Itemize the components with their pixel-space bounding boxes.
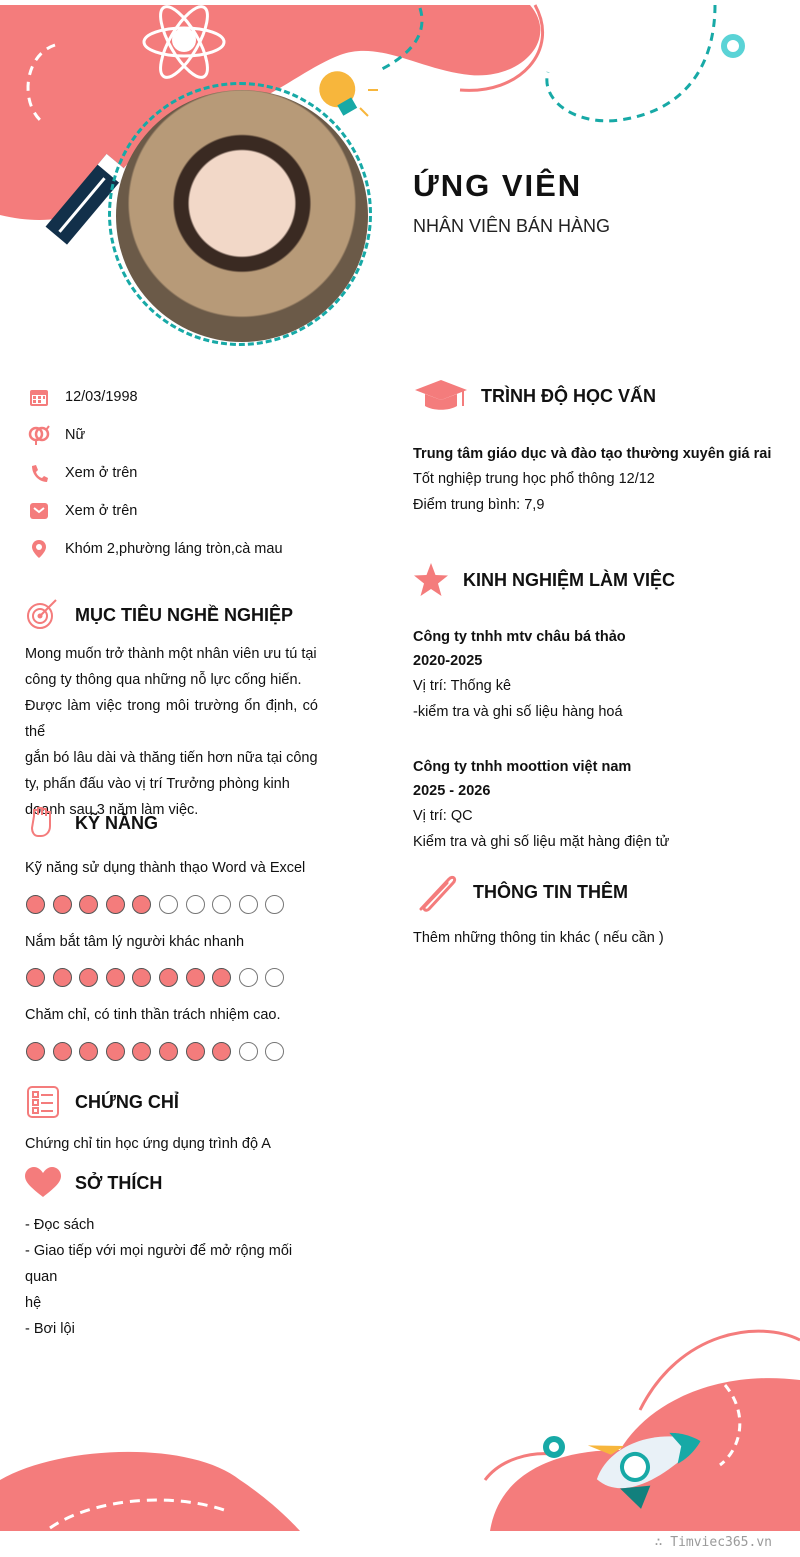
objective-line: ty, phấn đấu vào vị trí Trưởng phòng kinh [25, 776, 290, 792]
rocket-icon [585, 1415, 715, 1515]
objective-heading [25, 597, 293, 633]
rating-dot-empty [265, 895, 284, 914]
star-icon [413, 562, 449, 598]
rating-dot-filled [53, 895, 72, 914]
hobby-line: - Đọc sách [25, 1217, 95, 1233]
section-title: TRÌNH ĐỘ HỌC VẤN [481, 385, 656, 406]
certificate-item: Chứng chỉ tin học ứng dụng trình độ A [25, 1136, 271, 1152]
rating-dot-empty [239, 1042, 258, 1061]
rating-dot-filled [159, 968, 178, 987]
teal-ring [724, 37, 742, 55]
rating-dot-filled [212, 1042, 231, 1061]
rating-dot-empty [212, 895, 231, 914]
candidate-name: ỨNG VIÊN [413, 168, 583, 203]
phone-icon [28, 462, 50, 484]
rating-dot-empty [265, 1042, 284, 1061]
skill-name: Nắm bắt tâm lý người khác nhanh [25, 934, 245, 950]
rating-dot-filled [106, 895, 125, 914]
skill-name: Chăm chỉ, có tinh thần trách nhiệm cao. [25, 1007, 281, 1023]
job-description: Kiểm tra và ghi số liệu mặt hàng điện tử [413, 834, 670, 850]
section-title: SỞ THÍCH [75, 1172, 163, 1193]
job-position: Vị trí: Thống kê [413, 678, 512, 694]
rating-dot-filled [79, 1042, 98, 1061]
objective-line: gắn bó lâu dài và thăng tiến hơn nữa tại công [25, 750, 318, 766]
rating-dot-filled [212, 968, 231, 987]
rating-dot-empty [159, 895, 178, 914]
rating-dot-filled [79, 968, 98, 987]
section-title: THÔNG TIN THÊM [473, 881, 628, 902]
additional-text: Thêm những thông tin khác ( nếu cần ) [413, 930, 664, 946]
skill-name: Kỹ năng sử dụng thành thạo Word và Excel [25, 860, 306, 876]
contact-email [28, 499, 137, 523]
contact-birthdate [28, 385, 138, 409]
location-pin-icon [28, 538, 50, 560]
rating-dot-empty [239, 968, 258, 987]
rating-dot-filled [26, 968, 45, 987]
objective-line: Mong muốn trở thành một nhân viên ưu tú tại [25, 646, 317, 662]
teal-small-ring [546, 1439, 562, 1455]
section-title: MỤC TIÊU NGHỀ NGHIỆP [75, 604, 294, 625]
certificates-heading [25, 1084, 179, 1120]
education-line: Tốt nghiệp trung học phổ thông 12/12 [413, 471, 655, 487]
rating-dot-filled [53, 1042, 72, 1061]
atom-icon [140, 2, 230, 82]
experience-heading [413, 562, 675, 598]
footer-brand: ∴ Timviec365.vn [654, 1535, 772, 1550]
hobby-line: - Bơi lội [25, 1321, 75, 1337]
rating-dot-empty [265, 968, 284, 987]
education-line: Điểm trung bình: 7,9 [413, 497, 545, 513]
rating-dot-filled [132, 968, 151, 987]
dashed-arc-right [547, 5, 715, 121]
bottom-left-blob [0, 1452, 300, 1531]
additional-heading [413, 874, 628, 910]
contact-value: Xem ở trên [65, 465, 138, 481]
job-description: -kiểm tra và ghi số liệu hàng hoá [413, 704, 623, 720]
rating-dot-filled [79, 895, 98, 914]
rating-dot-filled [26, 895, 45, 914]
job-period: 2025 - 2026 [413, 783, 491, 799]
contact-gender [28, 423, 85, 447]
hobbies-heading [25, 1165, 162, 1201]
job-position: Vị trí: QC [413, 808, 473, 824]
rating-dot-filled [106, 1042, 125, 1061]
target-icon [25, 597, 61, 633]
objective-line: doanh sau 3 năm làm việc. [25, 802, 199, 818]
checklist-icon [25, 1084, 61, 1120]
rating-dot-filled [106, 968, 125, 987]
calendar-icon [28, 386, 50, 408]
rating-dot-filled [53, 968, 72, 987]
rating-dot-filled [26, 1042, 45, 1061]
rating-dot-filled [132, 1042, 151, 1061]
objective-line: Được làm việc trong môi trường ổn định, có thể [25, 698, 318, 740]
contact-value: Xem ở trên [65, 503, 138, 519]
contact-phone [28, 461, 137, 485]
skills-heading [25, 805, 158, 841]
section-title: KỸ NĂNG [75, 812, 159, 833]
job-period: 2020-2025 [413, 653, 483, 669]
rating-dot-empty [239, 895, 258, 914]
skill-rating [26, 895, 284, 914]
rating-dot-filled [186, 1042, 205, 1061]
job-company: Công ty tnhh mtv châu bá thảo [413, 629, 626, 645]
rating-dot-empty [186, 895, 205, 914]
skill-rating [26, 1042, 284, 1061]
rating-dot-filled [186, 968, 205, 987]
job-company: Công ty tnhh moottion việt nam [413, 759, 632, 775]
education-heading [413, 378, 656, 414]
section-title: CHỨNG CHỈ [75, 1091, 179, 1112]
heart-icon [25, 1165, 61, 1201]
contact-value: Khóm 2,phường láng tròn,cà mau [65, 541, 283, 557]
objective-line: công ty thông qua những nỗ lực cống hiến. [25, 672, 302, 688]
candidate-role: NHÂN VIÊN BÁN HÀNG [413, 216, 611, 236]
paperclip-icon [413, 874, 459, 910]
gender-icon [28, 424, 50, 446]
education-school: Trung tâm giáo dục và đào tạo thường xuyên giá rai [413, 446, 772, 462]
objective-text [25, 641, 318, 823]
contact-address [28, 537, 283, 561]
email-icon [28, 500, 50, 522]
profile-photo-ring [108, 82, 372, 346]
contact-value: 12/03/1998 [65, 389, 138, 405]
skill-rating [26, 968, 284, 987]
section-title: KINH NGHIỆM LÀM VIỆC [463, 569, 676, 590]
hobby-line: - Giao tiếp với mọi người để mở rộng mối quan [25, 1243, 293, 1285]
rating-dot-filled [159, 1042, 178, 1061]
fist-icon [25, 805, 61, 841]
hobby-line: hệ [25, 1295, 42, 1311]
rating-dot-filled [132, 895, 151, 914]
graduation-cap-icon [413, 378, 469, 414]
contact-value: Nữ [65, 427, 86, 443]
